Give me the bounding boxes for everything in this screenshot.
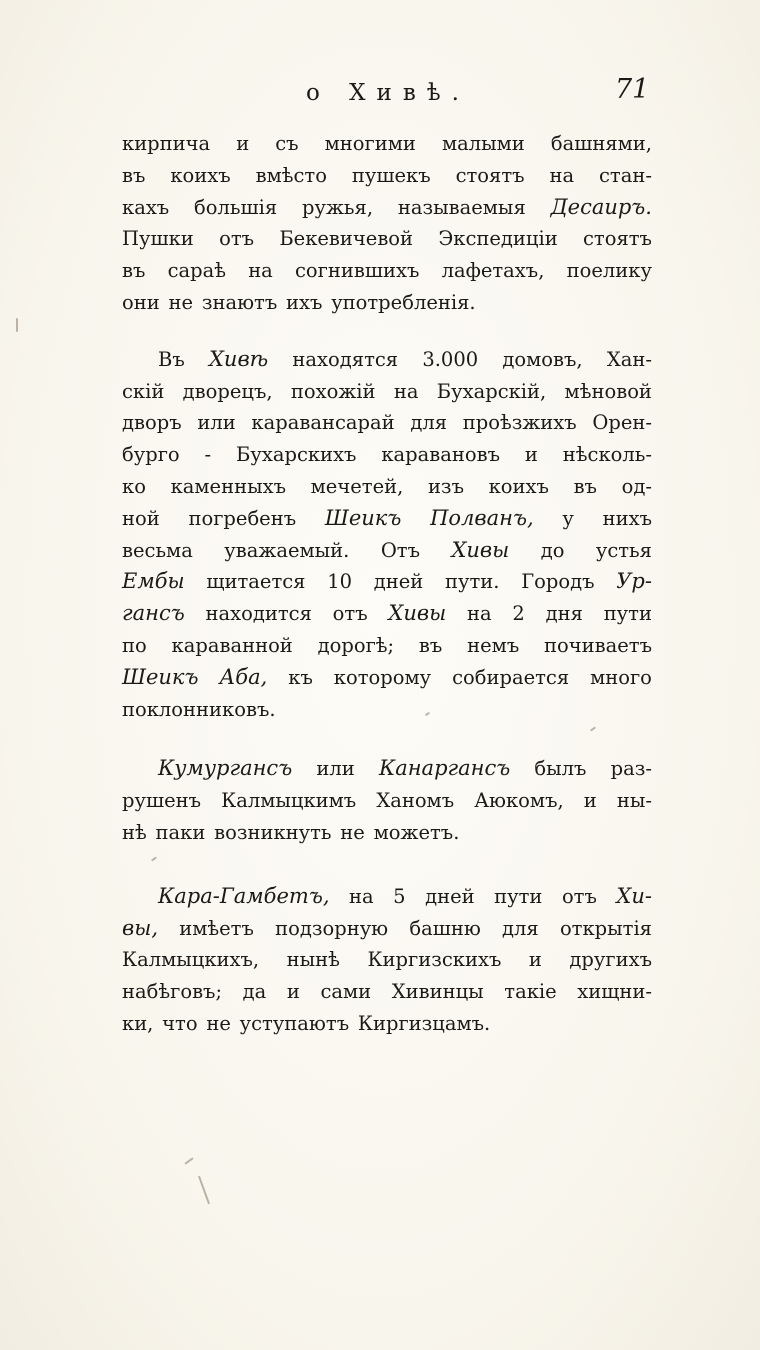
word: стоятъ (455, 163, 525, 187)
italic-word: Шеикъ (122, 664, 199, 689)
text-line (122, 471, 652, 503)
word: не (168, 290, 194, 314)
word: для (410, 411, 448, 435)
word: Пушки (122, 227, 194, 251)
text-line (122, 160, 652, 192)
word: и (236, 132, 250, 155)
word: хищни- (577, 980, 652, 1004)
word: дорогѣ; (317, 633, 395, 657)
word: дворъ (122, 411, 182, 435)
italic-word: Ур- (616, 569, 652, 594)
word: 3.000 (422, 347, 479, 371)
word: съ (275, 132, 299, 155)
word: дней (425, 884, 475, 908)
text-line (122, 344, 652, 376)
word: коихъ (488, 474, 549, 498)
text-line (122, 976, 652, 1008)
word: Экспедиціи (438, 227, 558, 251)
word: имѣетъ (179, 916, 254, 940)
word: дней (373, 570, 424, 594)
word: собирается (452, 665, 570, 689)
word: нынѣ (286, 948, 340, 972)
text-line (122, 376, 652, 408)
word: они (122, 290, 160, 314)
text-line (122, 817, 652, 849)
word: Киргизцамъ. (357, 1011, 491, 1035)
word: рушенъ (122, 789, 202, 813)
word: пути. (445, 570, 500, 594)
text-line (122, 287, 652, 319)
word: употребленія. (331, 290, 476, 314)
word: - (204, 443, 212, 467)
word: Ханомъ (376, 789, 455, 813)
text-line (122, 503, 652, 535)
word: уважаемый. (224, 538, 350, 562)
text-line (122, 944, 652, 976)
word: каменныхъ (170, 474, 287, 498)
word: Калмыцкимъ (221, 789, 357, 813)
word: сами (320, 980, 372, 1004)
word: не (340, 820, 365, 844)
word: мечетей, (310, 474, 404, 498)
word: и (286, 980, 300, 1004)
word: дня (545, 602, 583, 626)
word: на (349, 884, 374, 908)
word: въ (122, 163, 146, 187)
text-line (122, 566, 652, 598)
word: набѣговъ; (122, 980, 223, 1004)
word: въ (122, 259, 146, 283)
italic-word: Кара-Гамбетъ, (158, 883, 330, 908)
word: Бухарскій, (436, 379, 547, 403)
word: ружья, (302, 195, 374, 219)
word: по (122, 633, 147, 657)
word: да (242, 980, 267, 1004)
page-number: 71 (615, 74, 650, 105)
word: уступаютъ (239, 1011, 350, 1035)
word: малыми (441, 132, 525, 155)
word: нихъ (602, 506, 652, 530)
word: для (502, 916, 539, 940)
italic-word: Кумургансъ (158, 756, 293, 781)
text-line (122, 662, 652, 694)
italic-word: гансъ (122, 601, 185, 626)
text-line (122, 753, 652, 785)
text-line (122, 535, 652, 567)
word: знаютъ (201, 290, 278, 314)
word: поелику (566, 259, 652, 283)
word: стоятъ (583, 227, 652, 251)
word: пути (494, 884, 543, 908)
italic-word: Хи- (616, 883, 652, 908)
word: много (590, 665, 652, 689)
word: щитается (206, 570, 306, 594)
word: къ (288, 665, 313, 689)
word: дворецъ, (182, 379, 273, 403)
word: на (248, 259, 273, 283)
italic-word: Хивы (388, 601, 447, 626)
word: или (316, 757, 355, 781)
word: ки, (122, 1011, 154, 1035)
word: въ (573, 474, 597, 498)
paper-speck (16, 318, 18, 332)
text-line (122, 128, 652, 160)
word: ихъ (286, 290, 323, 314)
word: ной (122, 506, 160, 530)
word: и (583, 789, 597, 813)
word: до (540, 538, 565, 562)
paragraph (122, 344, 652, 726)
word: проѣзжихъ (462, 411, 577, 435)
text-line (122, 192, 652, 224)
word: отъ (219, 227, 255, 251)
word: ко (122, 474, 146, 498)
word: 10 (327, 570, 353, 594)
word: 5 (393, 884, 406, 908)
word: лафетахъ, (441, 259, 545, 283)
word: пути (603, 602, 652, 626)
paragraph-spacer (122, 319, 652, 344)
italic-word: Ембы (122, 569, 185, 594)
italic-word: Аба, (219, 664, 268, 689)
word: бурго (122, 443, 180, 467)
word: Хивинцы (391, 980, 484, 1004)
word: отъ (561, 884, 597, 908)
word: Бекевичевой (279, 227, 414, 251)
text-line (122, 439, 652, 471)
word: согнившихъ (295, 259, 420, 283)
word: стан- (599, 163, 652, 187)
word: Хан- (606, 347, 652, 371)
word: находятся (292, 347, 399, 371)
paper-speck (198, 1176, 210, 1205)
word: возникнуть (214, 820, 332, 844)
word: Городъ (521, 570, 595, 594)
word: Орен- (592, 411, 652, 435)
word: у (562, 506, 574, 530)
word: большія (194, 195, 278, 219)
word: од- (621, 474, 652, 498)
word: Отъ (380, 538, 420, 562)
italic-word: Канаргансъ (378, 756, 511, 781)
word: немъ (467, 633, 520, 657)
italic-word: Хивѣ (208, 346, 269, 371)
word: нѣсколь- (562, 443, 652, 467)
word: открытія (559, 916, 652, 940)
word: Калмыцкихъ, (122, 948, 260, 972)
word: Аюкомъ, (474, 789, 564, 813)
word: что (162, 1011, 198, 1035)
word: можетъ. (373, 820, 460, 844)
text-line (122, 694, 652, 726)
text-line (122, 1008, 652, 1040)
word: на (466, 602, 492, 626)
word: устья (595, 538, 652, 562)
word: скій (122, 379, 165, 403)
word: сараѣ (167, 259, 226, 283)
word: почиваетъ (544, 633, 652, 657)
italic-word: Хивы (451, 537, 510, 562)
word: похожій (290, 379, 376, 403)
word: домовъ, (502, 347, 583, 371)
word: поклонниковъ. (122, 697, 276, 721)
word: погребенъ (188, 506, 297, 530)
word: 2 (512, 602, 525, 626)
word: Киргизскихъ (367, 948, 502, 972)
paragraph-spacer (122, 849, 652, 881)
word: находится (205, 602, 312, 626)
paragraph (122, 881, 652, 1040)
word: изъ (427, 474, 464, 498)
italic-word: Десаиръ. (550, 194, 652, 219)
text-line (122, 223, 652, 255)
word: караванной (171, 633, 293, 657)
word: или (197, 411, 236, 435)
word: на (393, 379, 419, 403)
word: многими (324, 132, 416, 155)
page-header (0, 74, 760, 114)
text-line (122, 630, 652, 662)
word: кахъ (122, 195, 170, 219)
text-line (122, 913, 652, 945)
text-line (122, 785, 652, 817)
text-line (122, 881, 652, 913)
word: кирпича (122, 132, 211, 155)
word: которому (333, 665, 432, 689)
paragraph (122, 128, 652, 319)
word: раз- (610, 757, 652, 781)
italic-word: Шеикъ (324, 505, 402, 530)
italic-word: вы, (122, 915, 159, 940)
word: башнями, (550, 132, 652, 155)
body-text (122, 128, 652, 1040)
word: другихъ (569, 948, 652, 972)
word: пушекъ (351, 163, 431, 187)
italic-word: Полванъ, (430, 505, 534, 530)
word: отъ (332, 602, 368, 626)
word: каравановъ (381, 443, 500, 467)
word: весьма (122, 538, 193, 562)
word: называемыя (397, 195, 526, 219)
word: Бухарскихъ (236, 443, 357, 467)
paper-speck (184, 1157, 193, 1164)
word: вмѣсто (255, 163, 327, 187)
word: паки (155, 820, 206, 844)
word: былъ (534, 757, 587, 781)
paragraph-spacer (122, 725, 652, 753)
word: мѣновой (564, 379, 652, 403)
word: на (549, 163, 575, 187)
word: въ (418, 633, 443, 657)
text-line (122, 598, 652, 630)
word: Въ (158, 347, 185, 371)
word: ны- (616, 789, 652, 813)
word: нѣ (122, 820, 147, 844)
running-title: о Хивѣ. (306, 80, 470, 106)
text-line (122, 407, 652, 439)
word: такіе (504, 980, 557, 1004)
word: и (528, 948, 542, 972)
word: каравансарай (251, 411, 395, 435)
word: коихъ (170, 163, 231, 187)
word: башню (409, 916, 481, 940)
text-line (122, 255, 652, 287)
word: подзорную (275, 916, 389, 940)
word: и (524, 443, 538, 467)
paragraph (122, 753, 652, 848)
word: не (206, 1011, 231, 1035)
